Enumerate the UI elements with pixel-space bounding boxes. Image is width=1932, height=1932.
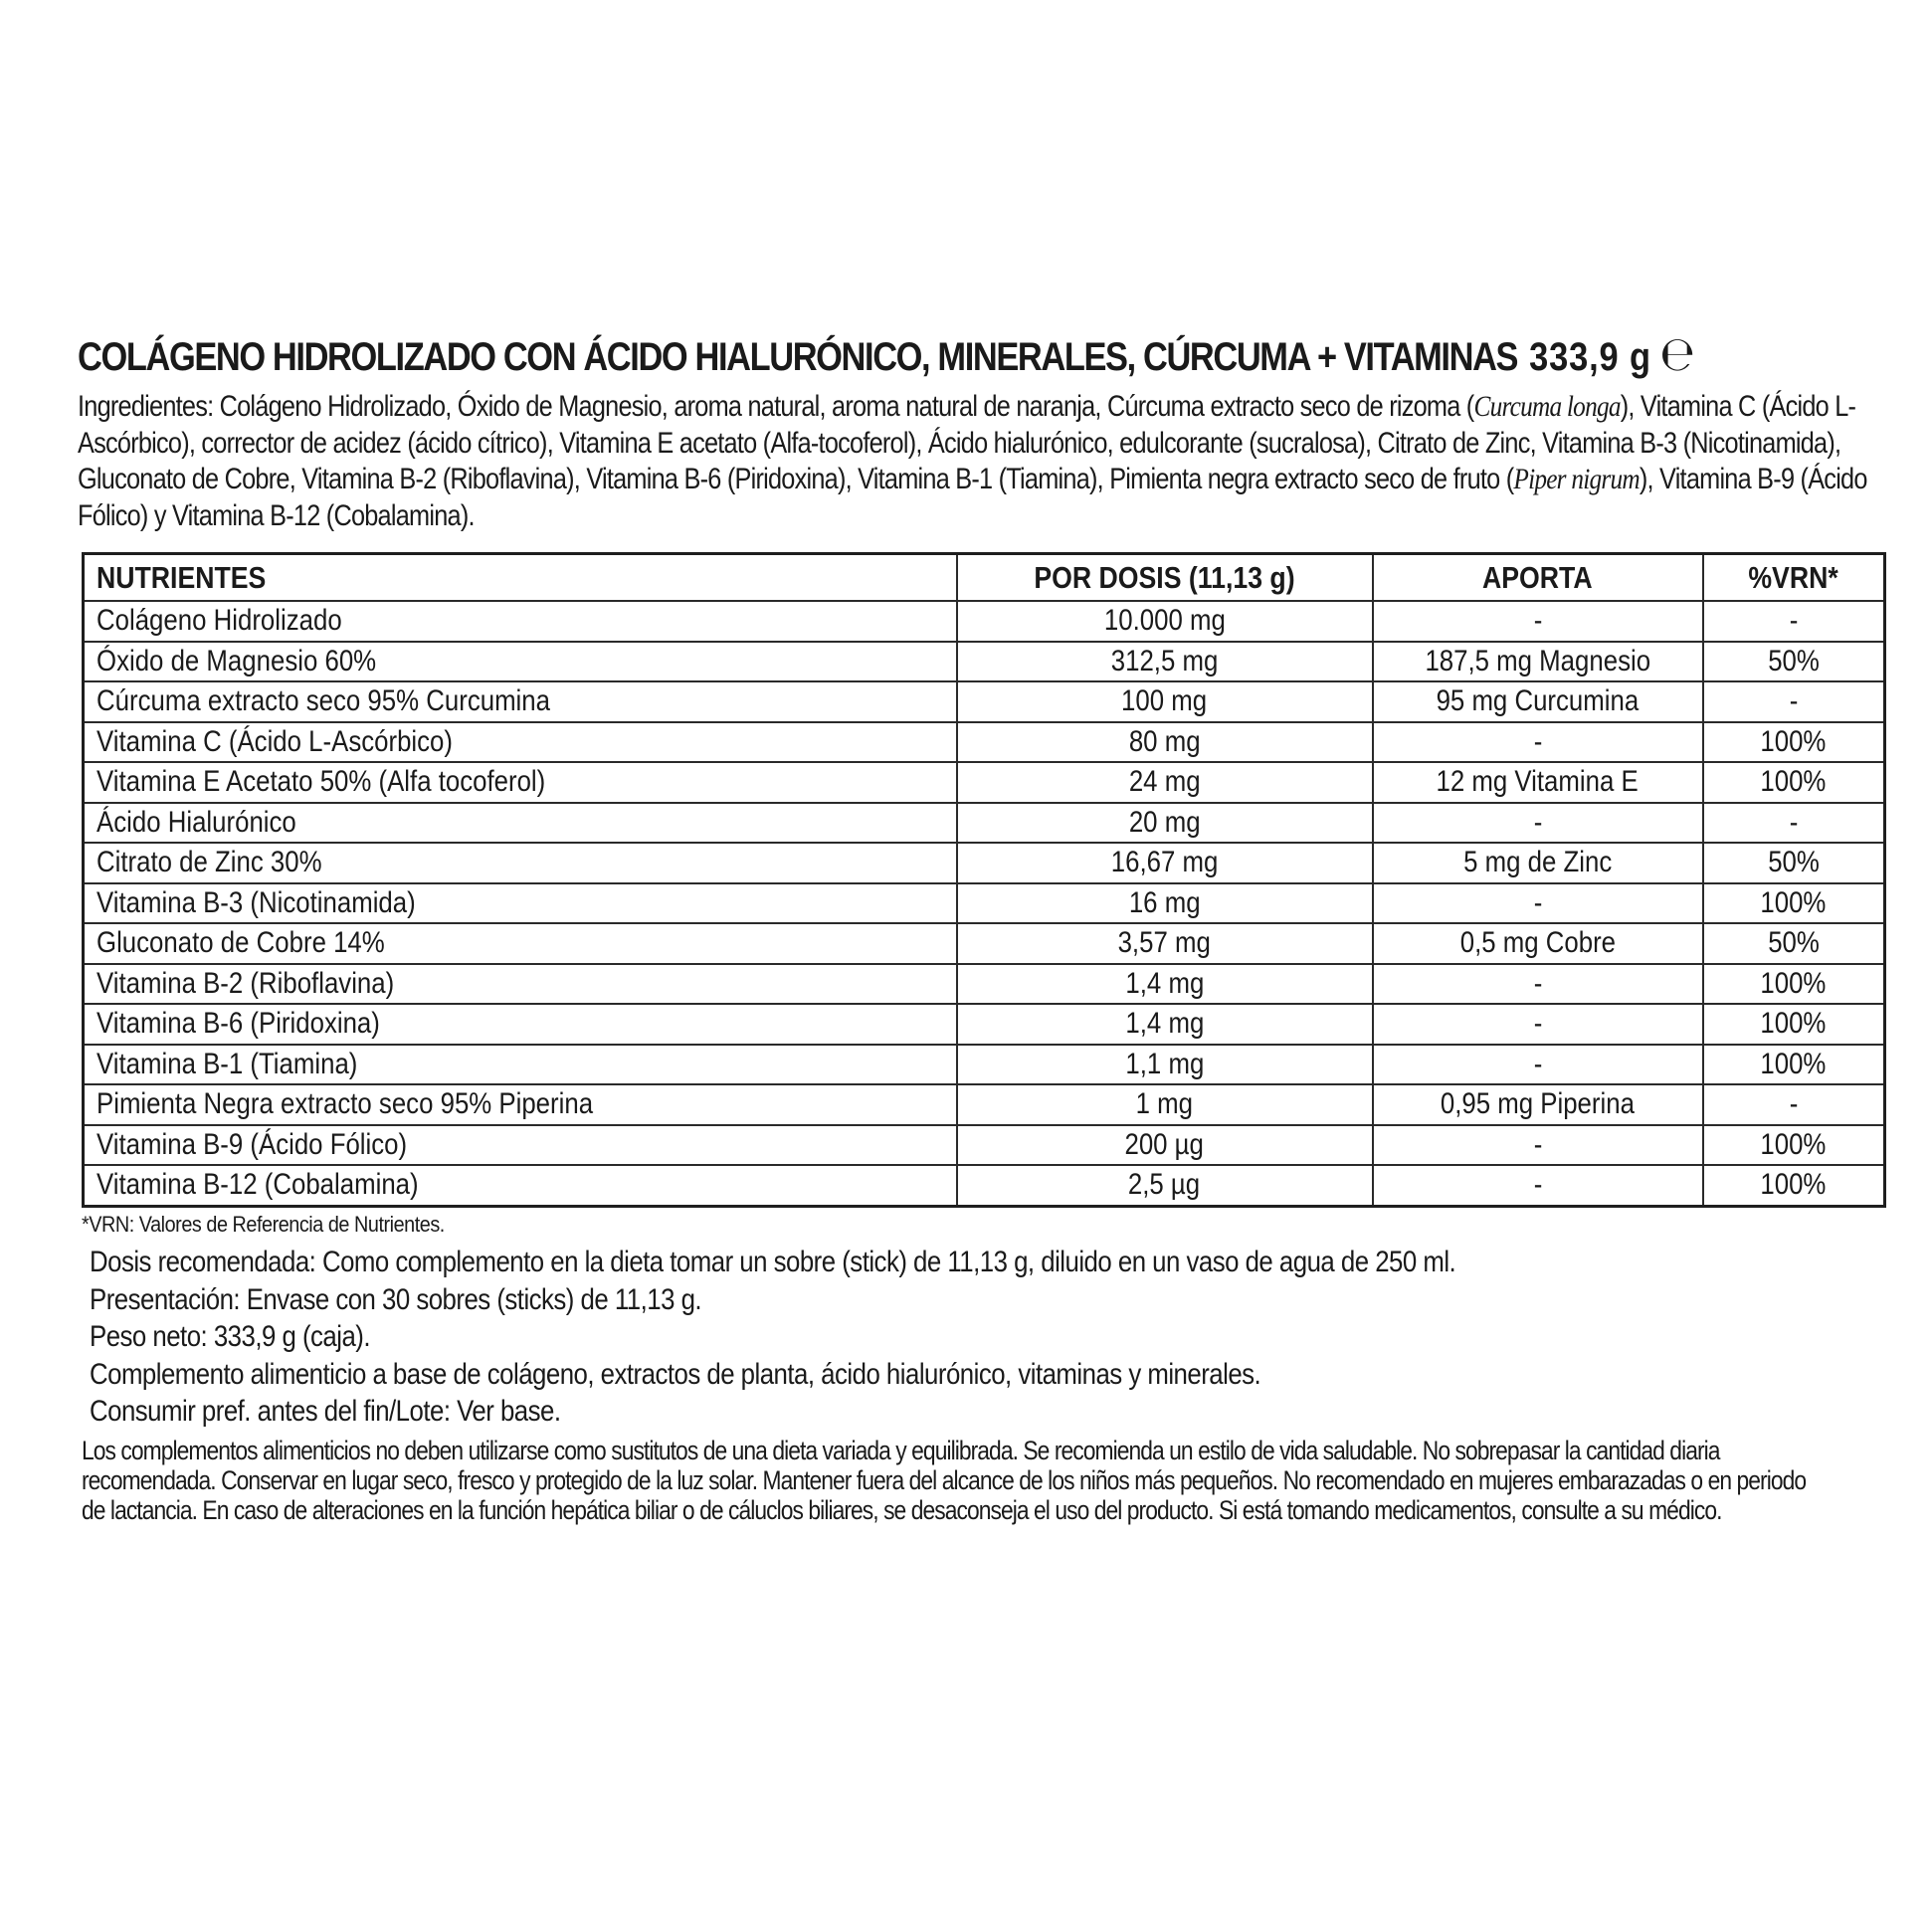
cell-vrn-percent: - [1703,1084,1885,1125]
header-vrn: %VRN* [1703,554,1885,602]
cell-provides: 12 mg Vitamina E [1373,762,1703,803]
ingredients-latin-curcuma: Curcuma longa [1473,390,1621,423]
table-row [84,964,1885,1005]
table-row [84,883,1885,924]
nutrition-table-container [82,552,1883,1208]
ingredients-text-1: Ingredientes: Colágeno Hidrolizado, Óxido de Magnesio, aroma natural, aroma natural de naranja, Cúrcuma extracto seco de rizoma ( [78,390,1474,423]
table-row [84,722,1885,763]
cell-per-dose: 200 µg [957,1125,1373,1166]
cell-provides: - [1373,722,1703,763]
cell-per-dose: 1,1 mg [957,1045,1373,1085]
cell-nutrient: Vitamina C (Ácido L-Ascórbico) [84,722,957,763]
table-header-row [84,554,1885,602]
cell-provides: 5 mg de Zinc [1373,843,1703,883]
ingredients-list [78,389,1880,534]
cell-per-dose: 1 mg [957,1084,1373,1125]
cell-per-dose: 3,57 mg [957,923,1373,964]
warning-text: Los complementos alimenticios no deben utilizarse como sustitutos de una dieta variada y equilibrada. Se recomienda un estilo de vida saludable. No sobrepasar la cantidad diaria recomendada. Conservar en lugar seco, fresco y protegido de la luz solar. Mantener fuera del alcance de los niños más pequeños. No recomendado en mujeres embarazadas o en periodo de lactancia. En caso de alteraciones en la función hepática biliar o de cáluclos biliares, se desaconseja el uso del producto. Si está tomando medicamentos, consulte a su médico. [82,1436,1807,1525]
cell-per-dose: 80 mg [957,722,1373,763]
cell-per-dose: 100 mg [957,681,1373,722]
cell-provides: - [1373,883,1703,924]
product-title [78,326,1694,382]
nutrition-table [82,552,1886,1208]
cell-nutrient: Vitamina B-3 (Nicotinamida) [84,883,957,924]
estimated-sign-icon: ℮ [1659,326,1694,382]
cell-vrn-percent: - [1703,681,1885,722]
cell-provides: - [1373,1045,1703,1085]
vrn-footnote: *VRN: Valores de Referencia de Nutrientes. [82,1212,445,1237]
cell-vrn-percent: 100% [1703,1165,1885,1206]
cell-per-dose: 24 mg [957,762,1373,803]
table-row [84,843,1885,883]
supplement-description: Complemento alimenticio a base de colágeno, extractos de planta, ácido hialurónico, vitaminas y minerales. [90,1357,1261,1391]
cell-nutrient: Vitamina B-1 (Tiamina) [84,1045,957,1085]
cell-per-dose: 312,5 mg [957,642,1373,682]
ingredients-text-2: ), Vitamina C (Ácido L-Ascórbico), corrector de acidez (ácido cítrico), Vitamina E acetato (Alfa-tocoferol), Ácido hialurónico, edulcorante (sucralosa), Citrato de Zinc, Vitamina B-3 (Nicotinamida), Gluconato de Cobre, Vitamina B-2 (Riboflavina), Vitamina B-6 (Piridoxina), Vitamina B-1 (Tiamina), Pimienta negra extracto seco de fruto ( [78,390,1856,495]
cell-per-dose: 16,67 mg [957,843,1373,883]
best-before-lot: Consumir pref. antes del fin/Lote: Ver base. [90,1395,561,1428]
cell-per-dose: 2,5 µg [957,1165,1373,1206]
cell-nutrient: Colágeno Hidrolizado [84,601,957,642]
table-row [84,1045,1885,1085]
cell-nutrient: Óxido de Magnesio 60% [84,642,957,682]
table-row [84,642,1885,682]
table-row [84,803,1885,844]
table-row [84,1165,1885,1206]
net-weight-info: Peso neto: 333,9 g (caja). [90,1320,371,1353]
cell-provides: - [1373,803,1703,844]
header-por-dosis: POR DOSIS (11,13 g) [957,554,1373,602]
cell-nutrient: Vitamina B-12 (Cobalamina) [84,1165,957,1206]
cell-vrn-percent: 100% [1703,883,1885,924]
table-row [84,601,1885,642]
cell-per-dose: 16 mg [957,883,1373,924]
cell-nutrient: Vitamina B-6 (Piridoxina) [84,1004,957,1045]
cell-vrn-percent: - [1703,601,1885,642]
cell-vrn-percent: 100% [1703,722,1885,763]
cell-provides: 0,5 mg Cobre [1373,923,1703,964]
cell-per-dose: 1,4 mg [957,1004,1373,1045]
header-aporta: APORTA [1373,554,1703,602]
table-row [84,1084,1885,1125]
cell-vrn-percent: 100% [1703,1045,1885,1085]
cell-vrn-percent: 100% [1703,762,1885,803]
header-nutrientes: NUTRIENTES [84,554,957,602]
cell-provides: - [1373,601,1703,642]
cell-vrn-percent: 100% [1703,1004,1885,1045]
cell-nutrient: Vitamina B-2 (Riboflavina) [84,964,957,1005]
ingredients-text-3: ), Vitamina B-9 (Ácido Fólico) y Vitamina B-12 (Cobalamina). [78,463,1867,532]
cell-nutrient: Ácido Hialurónico [84,803,957,844]
presentation: Presentación: Envase con 30 sobres (sticks) de 11,13 g. [90,1282,702,1316]
cell-nutrient: Vitamina B-9 (Ácido Fólico) [84,1125,957,1166]
cell-vrn-percent: 100% [1703,964,1885,1005]
product-name: COLÁGENO HIDROLIZADO CON ÁCIDO HIALURÓNICO, MINERALES, CÚRCUMA + VITAMINAS [78,335,1518,379]
table-row [84,1125,1885,1166]
cell-nutrient: Vitamina E Acetato 50% (Alfa tocoferol) [84,762,957,803]
cell-provides: - [1373,1165,1703,1206]
cell-per-dose: 1,4 mg [957,964,1373,1005]
cell-per-dose: 20 mg [957,803,1373,844]
cell-vrn-percent: 100% [1703,1125,1885,1166]
product-info [90,1244,1455,1431]
cell-vrn-percent: 50% [1703,923,1885,964]
table-body [84,601,1885,1206]
table-row [84,681,1885,722]
table-row [84,923,1885,964]
table-row [84,1004,1885,1045]
cell-provides: - [1373,964,1703,1005]
cell-per-dose: 10.000 mg [957,601,1373,642]
cell-vrn-percent: - [1703,803,1885,844]
cell-vrn-percent: 50% [1703,642,1885,682]
cell-vrn-percent: 50% [1703,843,1885,883]
cell-provides: 0,95 mg Piperina [1373,1084,1703,1125]
cell-provides: 95 mg Curcumina [1373,681,1703,722]
cell-nutrient: Cúrcuma extracto seco 95% Curcumina [84,681,957,722]
cell-nutrient: Citrato de Zinc 30% [84,843,957,883]
cell-provides: - [1373,1125,1703,1166]
cell-nutrient: Pimienta Negra extracto seco 95% Piperina [84,1084,957,1125]
cell-provides: 187,5 mg Magnesio [1373,642,1703,682]
recommended-dose: Dosis recomendada: Como complemento en la dieta tomar un sobre (stick) de 11,13 g, diluido en un vaso de agua de 250 ml. [90,1246,1456,1278]
cell-nutrient: Gluconato de Cobre 14% [84,923,957,964]
net-weight: 333,9 g [1529,335,1651,379]
ingredients-latin-piper: Piper nigrum [1513,463,1640,495]
cell-provides: - [1373,1004,1703,1045]
table-row [84,762,1885,803]
